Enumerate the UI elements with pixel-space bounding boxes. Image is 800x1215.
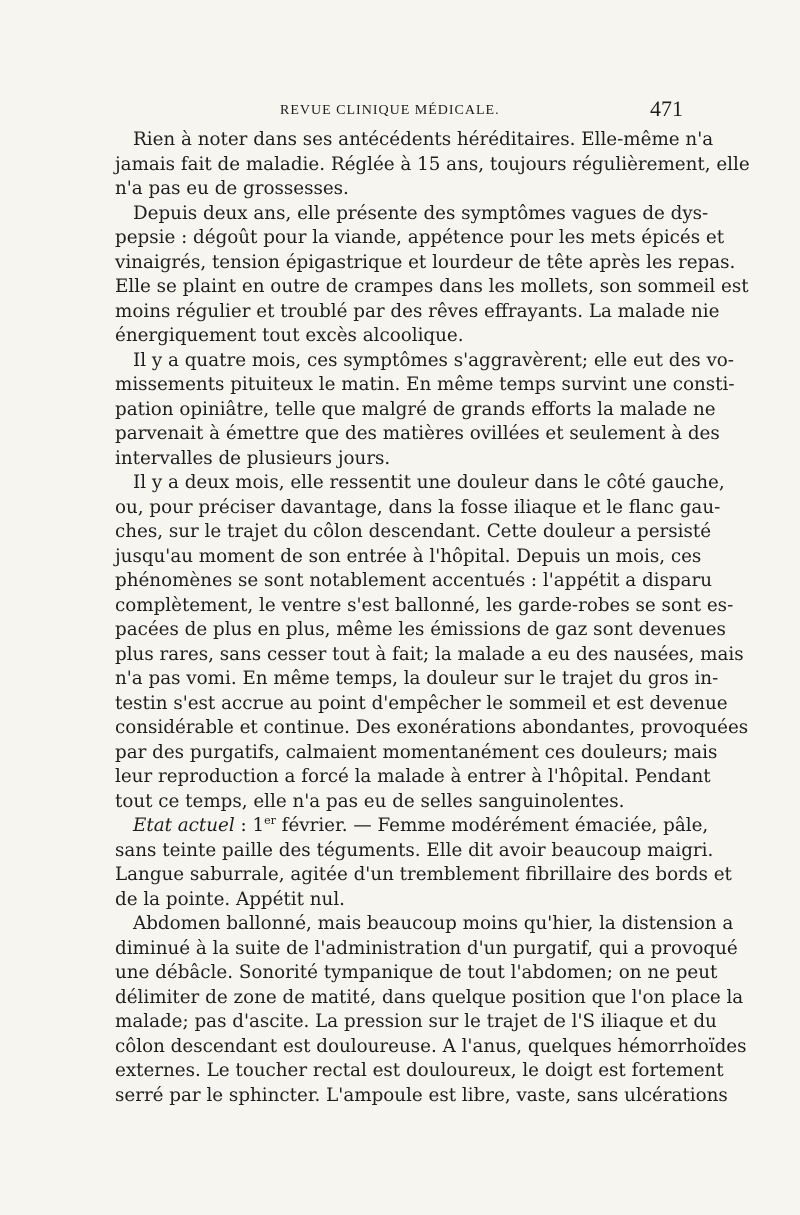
text-line: pation opiniâtre, telle que malgré de grands efforts la malade ne (115, 398, 716, 420)
text-line: externes. Le toucher rectal est douloureux, le doigt est fortement (115, 1060, 724, 1081)
text-line: jusqu'au moment de son entrée à l'hôpital. Depuis un mois, ces (115, 545, 702, 567)
text-line: Depuis deux ans, elle présente des symptômes vagues de dys- (133, 202, 709, 224)
text-line: de la pointe. Appétit nul. (115, 888, 345, 910)
text-line: ches, sur le trajet du côlon descendant. Cette douleur a persisté (115, 521, 712, 542)
body-text (115, 128, 750, 1108)
text-line: n'a pas eu de grossesses. (115, 178, 349, 199)
text-line: vinaigrés, tension épigastrique et lourdeur de tête après les repas. (115, 251, 736, 273)
text-line: Il y a quatre mois, ces symptômes s'aggravèrent; elle eut des vo- (133, 349, 734, 371)
text-line: tout ce temps, elle n'a pas eu de selles sanguinolentes. (115, 790, 625, 812)
text-line: pepsie : dégoût pour la viande, appétence pour les mets épicés et (115, 227, 725, 248)
page-number: 471 (650, 96, 683, 121)
text-line: Elle se plaint en outre de crampes dans les mollets, son sommeil est (115, 276, 749, 297)
text-line: parvenait à émettre que des matières ovillées et seulement à des (115, 423, 720, 444)
text-line: Abdomen ballonné, mais beaucoup moins qu'hier, la distension a (133, 913, 734, 934)
text-line: délimiter de zone de matité, dans quelque position que l'on place la (115, 986, 744, 1008)
text-line: Rien à noter dans ses antécédents héréditaires. Elle-même n'a (133, 129, 714, 150)
text-line: missements pituiteux le matin. En même temps survint une consti- (115, 374, 735, 395)
running-header (115, 96, 683, 125)
text-line: malade; pas d'ascite. La pression sur le trajet de l'S iliaque et du (115, 1011, 717, 1032)
ordinal-superscript: er (264, 813, 276, 827)
text-line: énergiquement tout excès alcoolique. (115, 325, 464, 346)
text-line: leur reproduction a forcé la malade à entrer à l'hôpital. Pendant (115, 766, 711, 787)
text-line: serré par le sphincter. L'ampoule est libre, vaste, sans ulcérations (115, 1084, 728, 1106)
etat-actuel-text: : 1 (234, 815, 265, 836)
text-line: jamais fait de maladie. Réglée à 15 ans, toujours régulièrement, elle (115, 153, 750, 175)
text-line: testin s'est accrue au point d'empêcher le sommeil et est devenue (115, 692, 728, 714)
text-line: Il y a deux mois, elle ressentit une douleur dans le côté gauche, (133, 472, 725, 493)
text-line: sans teinte paille des téguments. Elle dit avoir beaucoup maigri. (115, 839, 714, 861)
running-title: REVUE CLINIQUE MÉDICALE. (280, 103, 500, 118)
text-line: ou, pour préciser davantage, dans la fosse iliaque et le flanc gau- (115, 496, 721, 518)
text-line: phénomènes se sont notablement accentués : l'appétit a disparu (115, 570, 712, 591)
text-line: plus rares, sans cesser tout à fait; la malade a eu des nausées, mais (115, 643, 744, 665)
text-line: Langue saburrale, agitée d'un tremblement fibrillaire des bords et (115, 864, 732, 885)
text-line: une débâcle. Sonorité tympanique de tout l'abdomen; on ne peut (115, 962, 718, 983)
text-line: diminué à la suite de l'administration d'un purgatif, qui a provoqué (115, 937, 738, 959)
etat-actuel-line (115, 813, 709, 839)
text-line: intervalles de plusieurs jours. (115, 447, 391, 469)
text-line: complètement, le ventre s'est ballonné, les garde-robes se sont es- (115, 594, 734, 616)
text-line: pacées de plus en plus, même les émissions de gaz sont devenues (115, 619, 726, 640)
text-line: par des purgatifs, calmaient momentanément ces douleurs; mais (115, 741, 718, 763)
text-line: considérable et continue. Des exonérations abondantes, provoquées (115, 717, 749, 738)
text-line: côlon descendant est douloureuse. A l'anus, quelques hémorrhoïdes (115, 1035, 747, 1057)
text-line: n'a pas vomi. En même temps, la douleur sur le trajet du gros in- (115, 668, 719, 689)
etat-actuel-text-tail: février. — Femme modérément émaciée, pâle, (275, 815, 709, 836)
text-line: moins régulier et troublé par des rêves effrayants. La malade nie (115, 300, 720, 322)
etat-actuel-label: Etat actuel (133, 815, 235, 836)
